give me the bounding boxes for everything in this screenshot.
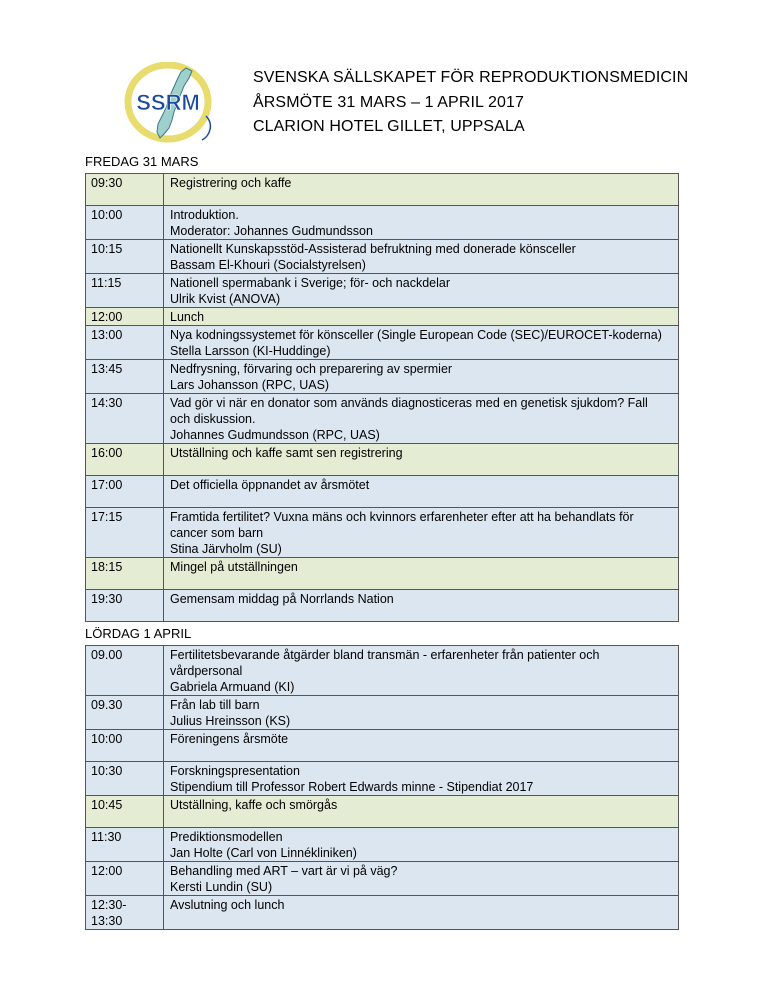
time-cell (86, 828, 164, 862)
schedule-row (86, 308, 679, 326)
event-cell (164, 762, 679, 796)
time-text: 12:00 (91, 864, 123, 878)
event-line: Lunch (170, 310, 205, 324)
event-line: Nya kodningssystemet för könsceller (Single European Code (SEC)/EUROCET-koderna) (170, 328, 662, 342)
event-cell (164, 394, 679, 444)
event-line: Introduktion. (170, 208, 239, 222)
event-cell (164, 796, 679, 828)
meeting-dates: ÅRSMÖTE 31 MARS – 1 APRIL 2017 (253, 93, 524, 111)
time-text: 10:45 (91, 798, 123, 812)
event-line: Nedfrysning, förvaring och preparering av spermier (170, 362, 453, 376)
event-line: Moderator: Johannes Gudmundsson (170, 224, 373, 238)
event-cell (164, 360, 679, 394)
schedule-row (86, 762, 679, 796)
schedule-row (86, 508, 679, 558)
time-cell (86, 862, 164, 896)
time-text: 13:30 (91, 914, 123, 928)
schedule-row (86, 206, 679, 240)
time-cell (86, 360, 164, 394)
time-cell (86, 508, 164, 558)
event-cell (164, 862, 679, 896)
schedule-row (86, 862, 679, 896)
event-line: Vad gör vi när en donator som används diagnosticeras med en genetisk sjukdom? Fall (170, 396, 648, 410)
society-title: SVENSKA SÄLLSKAPET FÖR REPRODUKTIONSMEDICIN (253, 69, 689, 86)
time-cell (86, 240, 164, 274)
schedule-row (86, 360, 679, 394)
event-line: Utställning, kaffe och smörgås (170, 798, 338, 812)
time-cell (86, 762, 164, 796)
event-line: cancer som barn (170, 526, 264, 540)
event-line: Från lab till barn (170, 698, 260, 712)
logo-text: SSRM (136, 90, 200, 115)
time-text: 18:15 (91, 560, 123, 574)
time-text: 19:30 (91, 592, 123, 606)
event-cell (164, 590, 679, 622)
event-line: Utställning och kaffe samt sen registrering (170, 446, 403, 460)
time-cell (86, 476, 164, 508)
event-line: Mingel på utställningen (170, 560, 298, 574)
event-line: Bassam El-Khouri (Socialstyrelsen) (170, 258, 366, 272)
time-text: 10:00 (91, 732, 123, 746)
event-cell (164, 326, 679, 360)
event-line: Lars Johansson (RPC, UAS) (170, 378, 330, 392)
event-line: vårdpersonal (170, 664, 243, 678)
event-line: Framtida fertilitet? Vuxna mäns och kvinnors erfarenheter efter att ha behandlats för (170, 510, 634, 524)
schedule-row (86, 274, 679, 308)
schedule-row (86, 646, 679, 696)
time-text: 10:30 (91, 764, 123, 778)
event-line: Forskningspresentation (170, 764, 300, 778)
event-line: Jan Holte (Carl von Linnékliniken) (170, 846, 357, 860)
schedule-row (86, 796, 679, 828)
event-cell (164, 240, 679, 274)
time-cell (86, 796, 164, 828)
day-label-friday: FREDAG 31 MARS (85, 154, 199, 169)
schedule-table-saturday (85, 645, 679, 930)
schedule-row (86, 730, 679, 762)
event-cell (164, 828, 679, 862)
meeting-venue: CLARION HOTEL GILLET, UPPSALA (253, 118, 525, 135)
event-line: Julius Hreinsson (KS) (170, 714, 291, 728)
event-cell (164, 696, 679, 730)
schedule-row (86, 394, 679, 444)
event-line: Prediktionsmodellen (170, 830, 283, 844)
time-text: 17:15 (91, 510, 123, 524)
ssrm-logo (122, 62, 218, 146)
event-line: och diskussion. (170, 412, 256, 426)
schedule-row (86, 828, 679, 862)
event-cell (164, 174, 679, 206)
event-line: Stipendium till Professor Robert Edwards minne - Stipendiat 2017 (170, 780, 534, 794)
time-text: 14:30 (91, 396, 123, 410)
event-line: Registrering och kaffe (170, 176, 292, 190)
schedule-row (86, 174, 679, 206)
event-line: Kersti Lundin (SU) (170, 880, 273, 894)
schedule-row (86, 444, 679, 476)
event-line: Avslutning och lunch (170, 898, 285, 912)
event-line: Gemensam middag på Norrlands Nation (170, 592, 394, 606)
time-cell (86, 558, 164, 590)
time-text: 11:30 (91, 830, 122, 844)
time-cell (86, 646, 164, 696)
event-cell (164, 206, 679, 240)
time-cell (86, 326, 164, 360)
event-line: Föreningens årsmöte (170, 732, 289, 746)
schedule-row (86, 590, 679, 622)
schedule-row (86, 326, 679, 360)
time-cell (86, 590, 164, 622)
schedule-row (86, 240, 679, 274)
event-line: Johannes Gudmundsson (RPC, UAS) (170, 428, 380, 442)
event-cell (164, 444, 679, 476)
time-text: 10:00 (91, 208, 123, 222)
schedule-row (86, 558, 679, 590)
schedule-row (86, 696, 679, 730)
event-line: Ulrik Kvist (ANOVA) (170, 292, 281, 306)
time-text: 13:45 (91, 362, 123, 376)
event-cell (164, 308, 679, 326)
time-cell (86, 696, 164, 730)
schedule-row (86, 896, 679, 930)
time-cell (86, 206, 164, 240)
event-line: Gabriela Armuand (KI) (170, 680, 295, 694)
event-cell (164, 476, 679, 508)
time-text: 11:15 (91, 276, 122, 290)
schedule-row (86, 476, 679, 508)
event-cell (164, 730, 679, 762)
time-text: 16:00 (91, 446, 123, 460)
event-cell (164, 508, 679, 558)
time-text: 10:15 (91, 242, 123, 256)
time-cell (86, 444, 164, 476)
time-text: 12:00 (91, 310, 123, 324)
event-line: Nationellt Kunskapsstöd-Assisterad befruktning med donerade könsceller (170, 242, 576, 256)
event-cell (164, 274, 679, 308)
event-line: Det officiella öppnandet av årsmötet (170, 478, 370, 492)
schedule-table-friday (85, 173, 679, 622)
event-cell (164, 896, 679, 930)
time-text: 12:30- (91, 898, 127, 912)
time-cell (86, 308, 164, 326)
event-cell (164, 558, 679, 590)
time-text: 09.30 (91, 698, 123, 712)
event-cell (164, 646, 679, 696)
event-line: Nationell spermabank i Sverige; för- och nackdelar (170, 276, 450, 290)
event-line: Stella Larsson (KI-Huddinge) (170, 344, 331, 358)
day-label-saturday: LÖRDAG 1 APRIL (85, 626, 192, 641)
time-cell (86, 730, 164, 762)
time-cell (86, 394, 164, 444)
time-cell (86, 274, 164, 308)
time-text: 09:30 (91, 176, 123, 190)
event-line: Fertilitetsbevarande åtgärder bland transmän - erfarenheter från patienter och (170, 648, 600, 662)
time-cell (86, 174, 164, 206)
event-line: Stina Järvholm (SU) (170, 542, 282, 556)
time-text: 09.00 (91, 648, 123, 662)
event-line: Behandling med ART – vart är vi på väg? (170, 864, 398, 878)
time-cell (86, 896, 164, 930)
time-text: 17:00 (91, 478, 123, 492)
document-header (253, 66, 688, 140)
time-text: 13:00 (91, 328, 123, 342)
